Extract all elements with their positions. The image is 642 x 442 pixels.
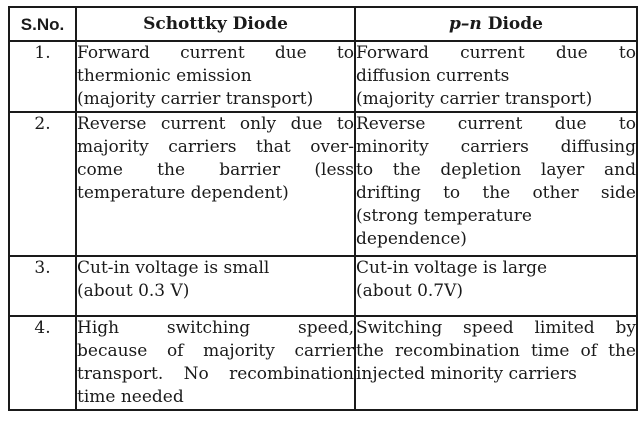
pn-cell <box>355 41 637 112</box>
header-schottky: Schottky Diode <box>76 7 355 41</box>
pn-line: (majority carrier transport) <box>356 89 593 109</box>
comparison-table <box>8 6 638 411</box>
schottky-line: Forward current due to <box>77 43 354 63</box>
pn-line: dependence) <box>356 229 467 249</box>
pn-line: to the depletion layer and <box>356 160 636 180</box>
header-sno: S.No. <box>9 7 76 41</box>
table-row <box>9 41 637 112</box>
table-row <box>9 256 637 316</box>
table-row <box>9 112 637 256</box>
pn-line: (about 0.7V) <box>356 281 464 301</box>
schottky-cell <box>76 316 355 410</box>
row-number: 2. <box>9 112 76 256</box>
row-number: 4. <box>9 316 76 410</box>
schottky-line: (majority carrier transport) <box>77 89 314 109</box>
row-number: 3. <box>9 256 76 316</box>
schottky-cell <box>76 112 355 256</box>
row-number: 1. <box>9 41 76 112</box>
pn-line: Forward current due to <box>356 43 636 63</box>
pn-line: the recombination time of the <box>356 341 636 361</box>
schottky-cell <box>76 256 355 316</box>
header-pn-symbol: p–n <box>449 13 482 34</box>
pn-line: (strong temperature <box>356 206 532 226</box>
pn-cell <box>355 112 637 256</box>
pn-cell <box>355 256 637 316</box>
pn-line: drifting to the other side <box>356 183 636 203</box>
pn-cell <box>355 316 637 410</box>
header-pn-label: Diode <box>487 13 543 34</box>
schottky-line: (about 0.3 V) <box>77 281 190 301</box>
schottky-line: thermionic emission <box>77 66 252 86</box>
pn-line: Reverse current due to <box>356 114 636 134</box>
schottky-line: time needed <box>77 387 184 407</box>
schottky-line: High switching speed, <box>77 318 354 338</box>
schottky-cell <box>76 41 355 112</box>
pn-line: injected minority carriers <box>356 364 577 384</box>
header-row <box>9 7 637 41</box>
schottky-line: Cut-in voltage is small <box>77 258 270 278</box>
schottky-line: because of majority carrier <box>77 341 354 361</box>
schottky-line: temperature dependent) <box>77 183 289 203</box>
pn-line: Switching speed limited by <box>356 318 636 338</box>
schottky-line: come the barrier (less <box>77 160 354 180</box>
pn-line: minority carriers diffusing <box>356 137 636 157</box>
pn-line: Cut-in voltage is large <box>356 258 548 278</box>
table-row <box>9 316 637 410</box>
schottky-line: majority carriers that over- <box>77 137 354 157</box>
header-pn <box>355 7 637 41</box>
schottky-line: Reverse current only due to <box>77 114 354 134</box>
schottky-line: transport. No recombination <box>77 364 354 384</box>
pn-line: diffusion currents <box>356 66 510 86</box>
